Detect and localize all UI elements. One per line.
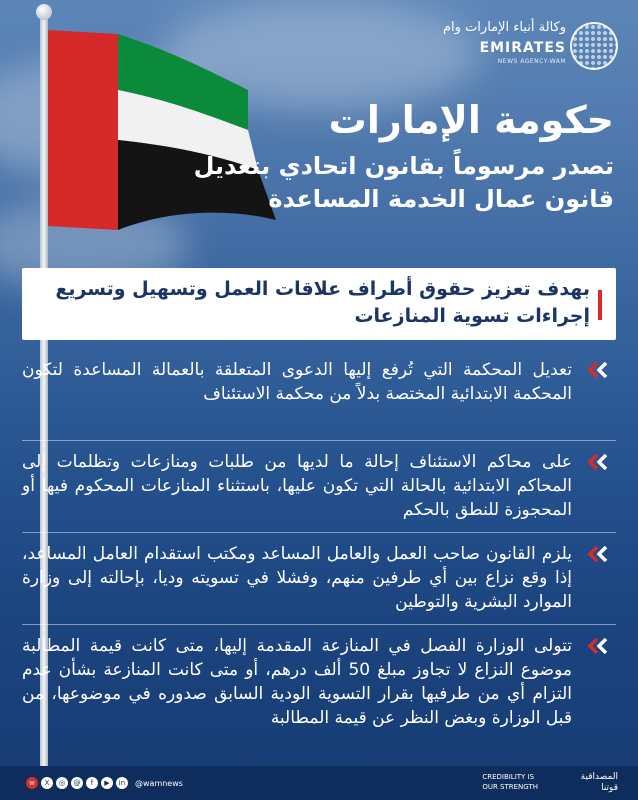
social-handle: @wamnews xyxy=(135,778,183,788)
globe-icon xyxy=(570,22,618,70)
divider xyxy=(22,440,616,441)
divider xyxy=(22,624,616,625)
title-block xyxy=(329,98,614,142)
list-item xyxy=(22,542,616,616)
facebook-icon[interactable]: f xyxy=(86,777,98,789)
list-item-text: على محاكم الاستئناف إحالة ما لديها من طلبات ومنازعات وتظلمات إلى المحاكم الابتدائية بالحالة التي تكون عليها، باستثناء المنازعات المحكوم فيها أو المحجوزة للنطق بالحكم xyxy=(22,452,572,520)
credibility-english xyxy=(482,772,538,792)
chevron-left-icon xyxy=(586,546,610,562)
highlight-accent-bar xyxy=(598,290,602,320)
highlight-text: بهدف تعزيز حقوق أطراف علاقات العمل وتسهيل وتسريع إجراءات تسوية المنازعات xyxy=(55,278,590,327)
wam-logo xyxy=(443,18,618,70)
list-item xyxy=(22,358,616,432)
flag-pole-cap xyxy=(36,4,52,20)
logo-subtitle: NEWS AGENCY-WAM xyxy=(497,58,566,65)
highlight-box xyxy=(22,268,616,340)
page-title: حكومة الإمارات xyxy=(328,98,614,142)
chevron-left-icon xyxy=(586,454,610,470)
linkedin-icon[interactable]: in xyxy=(116,777,128,789)
chevron-left-icon xyxy=(586,362,610,378)
divider xyxy=(22,532,616,533)
page-subtitle: تصدر مرسوماً بقانون اتحادي بتعديل قانون عمال الخدمة المساعدة xyxy=(193,152,614,213)
instagram-icon[interactable]: ◎ xyxy=(56,777,68,789)
credibility-line: المصداقية xyxy=(580,772,618,782)
credibility-line: CREDIBILITY IS xyxy=(482,773,535,781)
credibility-line: OUR STRENGTH xyxy=(482,783,538,791)
list-item-text: تعديل المحكمة التي تُرفع إليها الدعوى المتعلقة بالعمالة المساعدة لتكون المحكمة الابتدائية المختصة بدلاً من محكمة الاستئناف xyxy=(22,360,572,404)
credibility-arabic xyxy=(581,772,618,794)
wam-icon[interactable]: w xyxy=(26,777,38,789)
x-icon[interactable]: X xyxy=(41,777,53,789)
logo-english: EMIRATES xyxy=(479,40,566,56)
social-links xyxy=(26,776,183,790)
youtube-icon[interactable]: ▶ xyxy=(101,777,113,789)
threads-icon[interactable]: @ xyxy=(71,777,83,789)
footer xyxy=(0,766,638,800)
chevron-left-icon xyxy=(586,638,610,654)
credibility-line: قوتنا xyxy=(601,783,618,793)
list-item-text: تتولى الوزارة الفصل في المنازعة المقدمة إليها، متى كانت قيمة المطالبة موضوع النزاع لا تجاوز مبلغ 50 ألف درهم، أو متى كانت المنازعة بشأن عدم التزام أي من طرفيها بقرار التسوية الودية السابق صدوره في موضوعها، من قبل الوزارة وبغض النظر عن قيمة المطالبة xyxy=(22,636,572,728)
list-item xyxy=(22,450,616,524)
list-item xyxy=(22,634,616,756)
logo-arabic: وكالة أنباء الإمارات وام xyxy=(443,20,566,35)
list-item-text: يلزم القانون صاحب العمل والعامل المساعد ومكتب استقدام العامل المساعد، إذا وقع نزاع بين أي طرفين منهم، وفشلا في تسويته وديا، بإحالته إلى وزارة الموارد البشرية والتوطين xyxy=(22,544,572,612)
